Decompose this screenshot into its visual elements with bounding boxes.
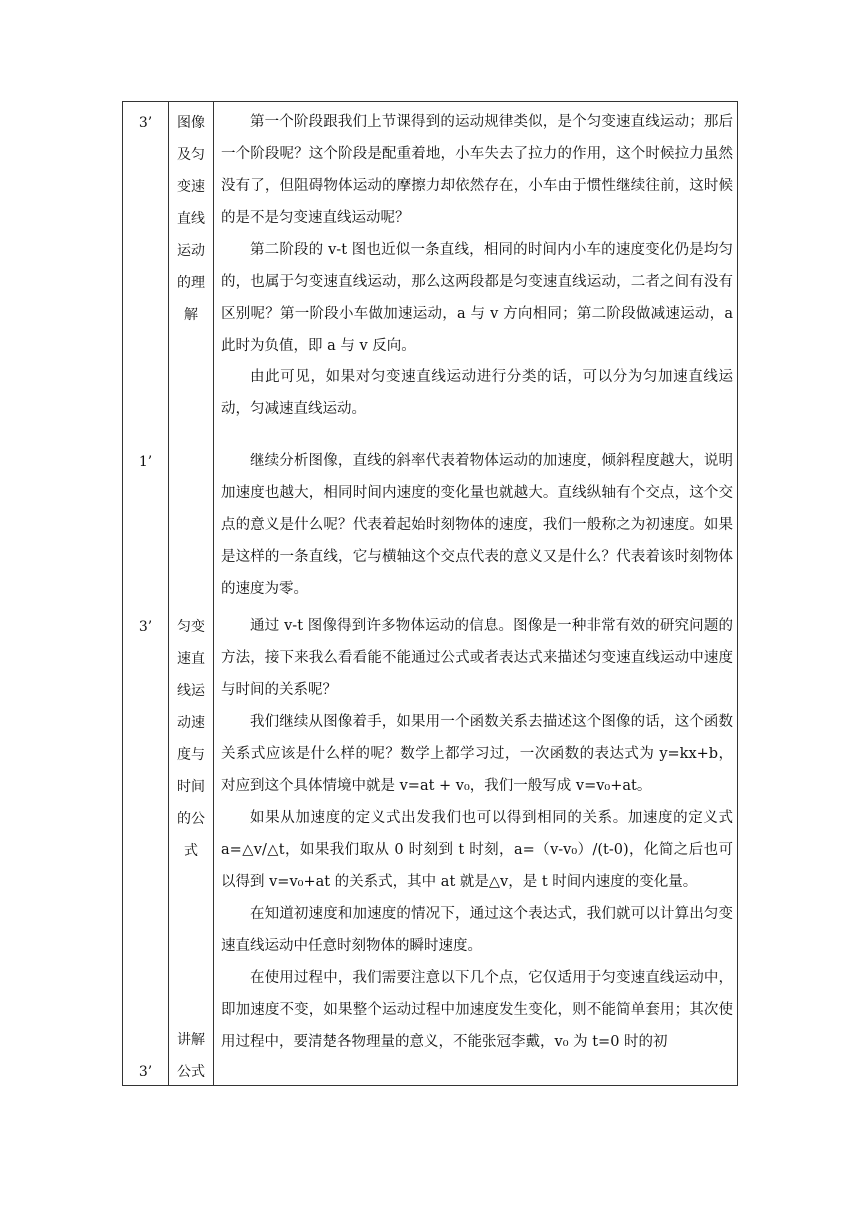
topic-text: 匀变 bbox=[177, 619, 205, 635]
topic-text: 的理 bbox=[177, 275, 205, 291]
topic-text: 公式 bbox=[177, 1064, 205, 1080]
paragraph: 如果从加速度的定义式出发我们也可以得到相同的关系。加速度的定义式 a=△v/△t，如果我们取从 0 时刻到 t 时刻，a=（v-v₀）/(t-0)，化简之后也可以得到 v=v₀+at 的关系式，其中 at 就是△v，是 t 时间内速度的变化量。 bbox=[221, 810, 733, 890]
topic-text: 时间 bbox=[177, 779, 205, 795]
topic-text: 度与 bbox=[177, 747, 205, 763]
time-mark: 1’ bbox=[138, 454, 153, 470]
paragraph: 第二阶段的 v-t 图也近似一条直线，相同的时间内小车的速度变化仍是均匀的，也属于匀变速直线运动，那么这两段都是匀变速直线运动，二者之间有没有区别呢？第一阶段小车做加速运动，a 与 v 方向相同；第二阶段做减速运动，a 此时为负值，即 a 与 v 反向。 bbox=[221, 242, 733, 354]
topic-text: 图像 bbox=[177, 115, 205, 131]
topic-text: 解 bbox=[184, 307, 198, 323]
topic-text: 变速 bbox=[177, 179, 205, 195]
column-divider bbox=[213, 102, 214, 1085]
paragraph: 通过 v-t 图像得到许多物体运动的信息。图像是一种非常有效的研究问题的方法，接下来我么看看能不能通过公式或者表达式来描述匀变速直线运动中速度与时间的关系呢？ bbox=[221, 618, 733, 698]
topic-text: 讲解 bbox=[177, 1032, 205, 1048]
time-mark: 3’ bbox=[138, 1064, 153, 1080]
lesson-table bbox=[122, 101, 738, 1086]
topic-text: 直线 bbox=[177, 211, 205, 227]
topic-text: 及匀 bbox=[177, 147, 205, 163]
time-mark: 3’ bbox=[138, 115, 153, 131]
paragraph: 由此可见，如果对匀变速直线运动进行分类的话，可以分为匀加速直线运动，匀减速直线运动。 bbox=[221, 369, 733, 417]
paragraph: 继续分析图像，直线的斜率代表着物体运动的加速度，倾斜程度越大，说明加速度也越大，相同时间内速度的变化量也就越大。直线纵轴有个交点，这个交点的意义是什么呢？代表着起始时刻物体的速度，我们一般称之为初速度。如果是这样的一条直线，它与横轴这个交点代表的意义又是什么？代表着该时刻物体的速度为零。 bbox=[221, 453, 733, 597]
paragraph: 在知道初速度和加速度的情况下，通过这个表达式，我们就可以计算出匀变速直线运动中任意时刻物体的瞬时速度。 bbox=[221, 906, 733, 954]
time-mark: 3’ bbox=[138, 619, 153, 635]
topic-text: 运动 bbox=[177, 243, 205, 259]
topic-text: 速直 bbox=[177, 651, 205, 667]
topic-text: 线运 bbox=[177, 683, 205, 699]
topic-text: 的公 bbox=[177, 811, 205, 827]
paragraph: 我们继续从图像着手，如果用一个函数关系去描述这个图像的话，这个函数关系式应该是什么样的呢？数学上都学习过，一次函数的表达式为 y=kx+b，对应到这个具体情境中就是 v=at + v₀，我们一般写成 v=v₀+at。 bbox=[221, 714, 733, 794]
paragraph: 第一个阶段跟我们上节课得到的运动规律类似，是个匀变速直线运动；那后一个阶段呢？这个阶段是配重着地，小车失去了拉力的作用，这个时候拉力虽然没有了，但阻碍物体运动的摩擦力却依然存在，小车由于惯性继续往前，这时候的是不是匀变速直线运动呢？ bbox=[221, 114, 733, 226]
paragraph: 在使用过程中，我们需要注意以下几个点，它仅适用于匀变速直线运动中，即加速度不变，如果整个运动过程中加速度发生变化，则不能简单套用；其次使用过程中，要清楚各物理量的意义，不能张冠李戴，v₀ 为 t=0 时的初 bbox=[221, 970, 733, 1050]
topic-text: 动速 bbox=[177, 715, 205, 731]
topic-text: 式 bbox=[184, 843, 198, 859]
